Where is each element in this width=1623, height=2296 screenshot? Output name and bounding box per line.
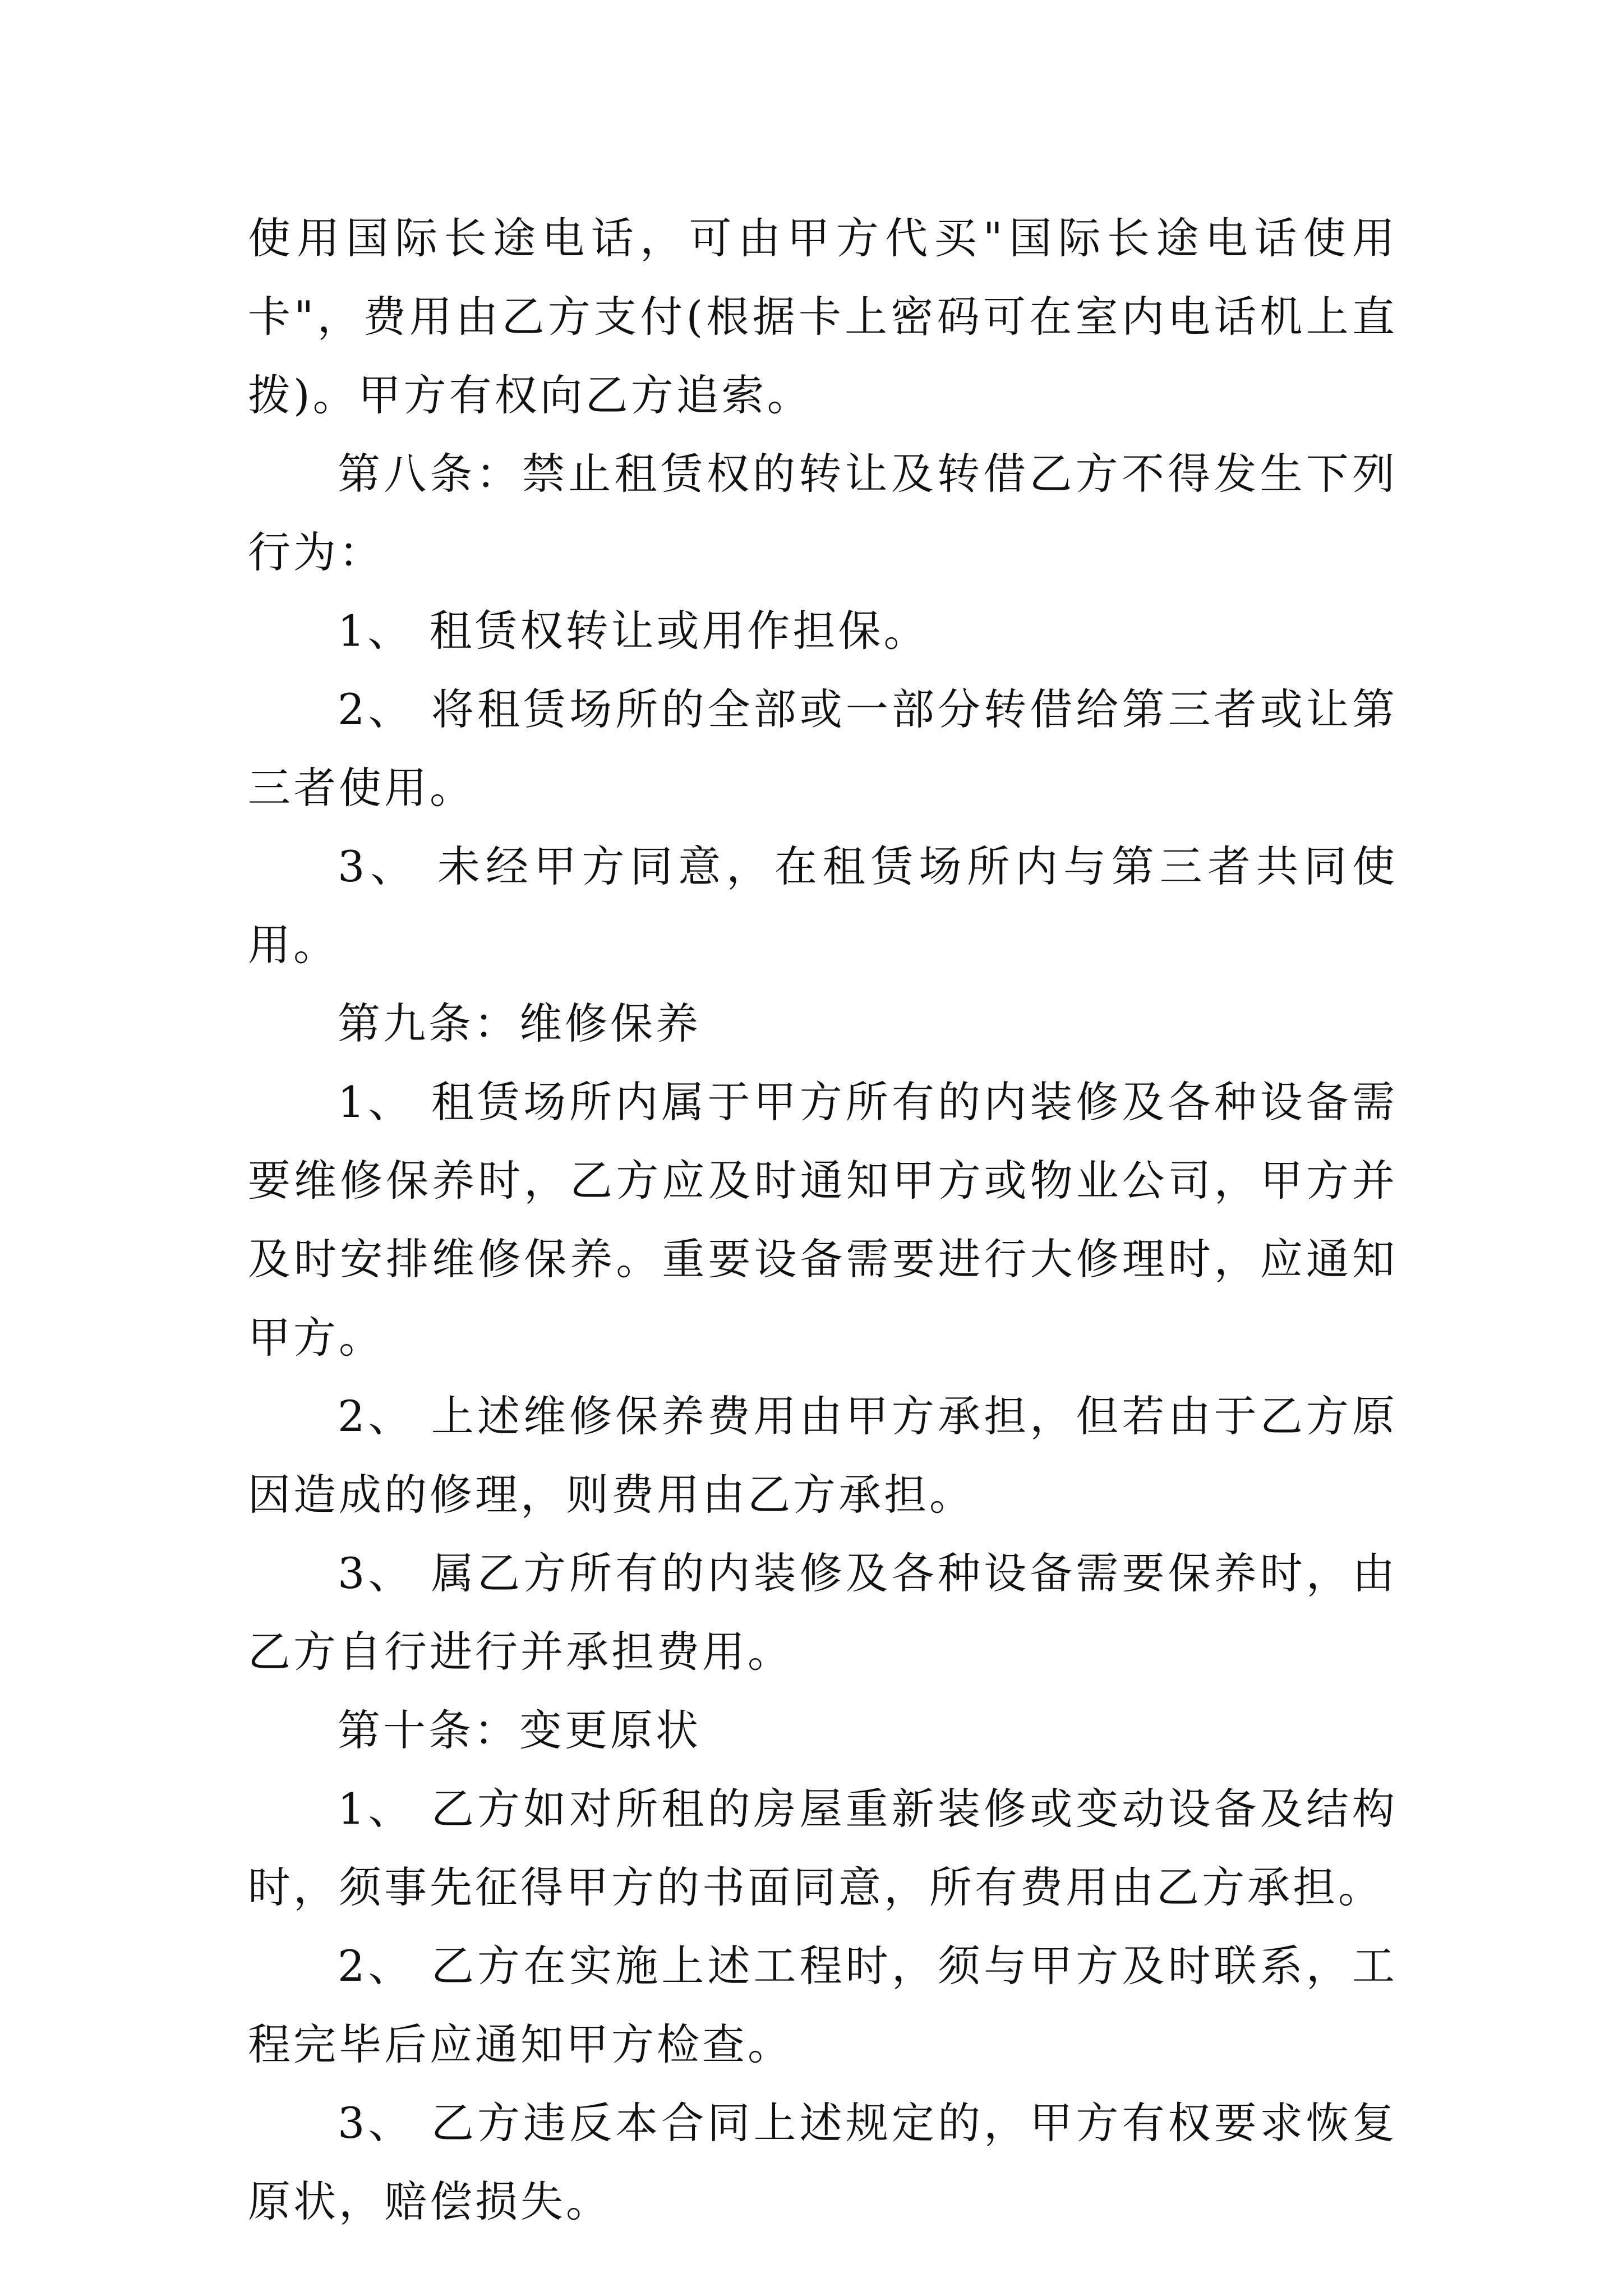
article-10-heading: 第十条：变更原状 — [338, 1705, 701, 1755]
article-10-item-2: 2、 乙方在实施上述工程时，须与甲方及时联系，工程完毕后应通知甲方检查。 — [248, 1941, 1398, 2069]
paragraph-telephone-card: 使用国际长途电话，可由甲方代买"国际长途电话使用卡"，费用由乙方支付(根据卡上密码可在室内电话机上直拨)。甲方有权向乙方追索。 — [248, 213, 1398, 420]
article-9-heading: 第九条：维修保养 — [338, 999, 701, 1048]
document-body — [248, 199, 1398, 2241]
article-10-item-1: 1、 乙方如对所租的房屋重新装修或变动设备及结构时，须事先征得甲方的书面同意，所有费用由乙方承担。 — [248, 1784, 1398, 1912]
article-9-item-1: 1、 租赁场所内属于甲方所有的内装修及各种设备需要维修保养时，乙方应及时通知甲方或物业公司，甲方并及时安排维修保养。重要设备需要进行大修理时，应通知甲方。 — [248, 1077, 1398, 1363]
article-8-item-1: 1、 租赁权转让或用作担保。 — [338, 606, 929, 656]
article-8-item-2: 2、 将租赁场所的全部或一部分转借给第三者或让第三者使用。 — [248, 684, 1398, 813]
article-10-item-3: 3、 乙方违反本合同上述规定的，甲方有权要求恢复原状，赔偿损失。 — [248, 2098, 1398, 2226]
article-9-item-3: 3、 属乙方所有的内装修及各种设备需要保养时，由乙方自行进行并承担费用。 — [248, 1548, 1398, 1677]
article-8-heading: 第八条：禁止租赁权的转让及转借乙方不得发生下列行为： — [248, 449, 1398, 577]
article-8-item-3: 3、 未经甲方同意，在租赁场所内与第三者共同使用。 — [248, 841, 1398, 970]
article-9-item-2: 2、 上述维修保养费用由甲方承担，但若由于乙方原因造成的修理，则费用由乙方承担。 — [248, 1391, 1398, 1520]
